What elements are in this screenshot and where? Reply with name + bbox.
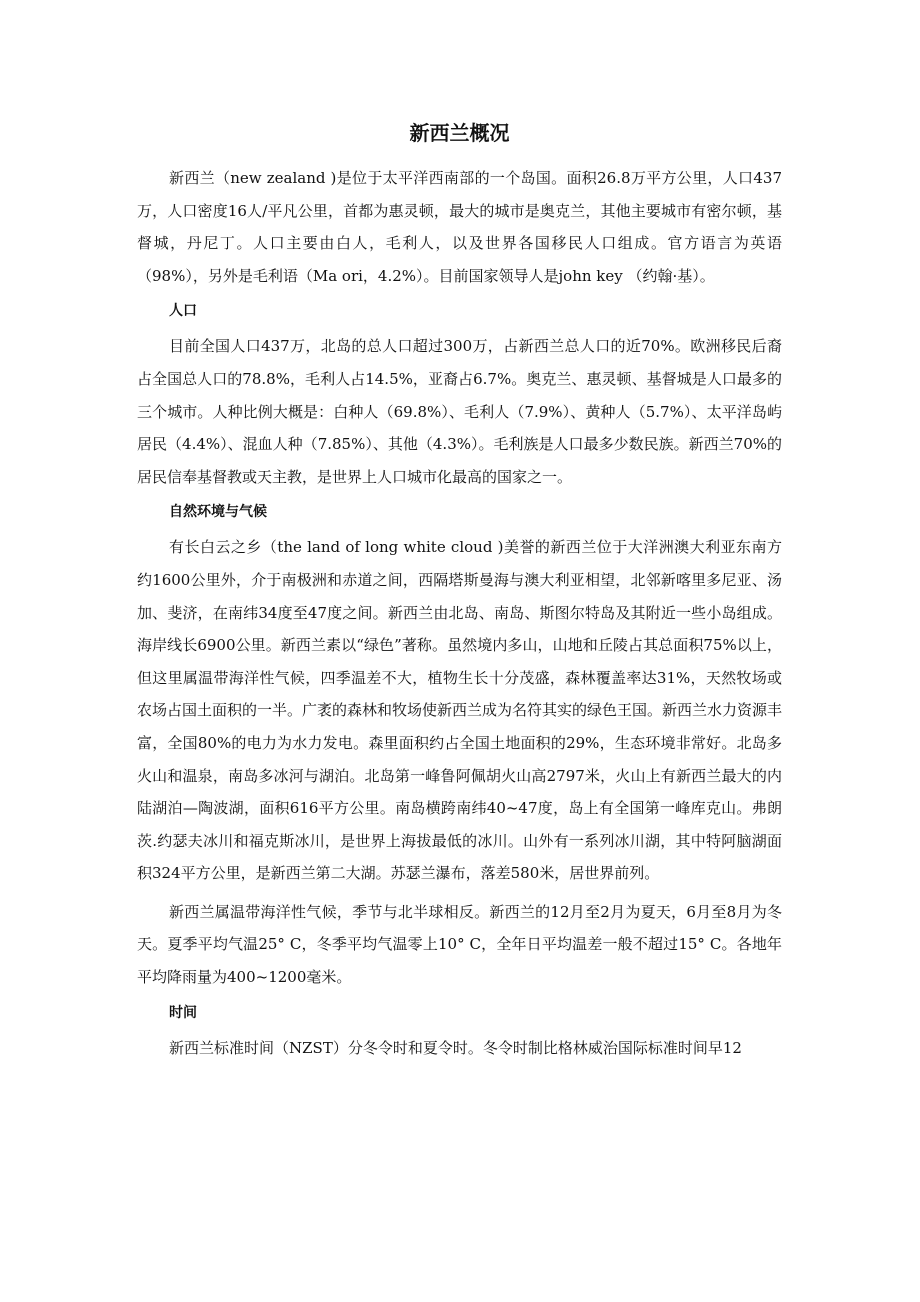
document-body: [137, 118, 782, 1064]
environment-paragraph: 有长白云之乡（the land of long white cloud )美誉的新西兰位于大洋洲澳大利亚东南方约1600公里外，介于南极洲和赤道之间，西隔塔斯曼海与澳大利亚相望，北邻新喀里多尼亚、汤加、斐济，在南纬34度至47度之间。新西兰由北岛、南岛、斯图尔特岛及其附近一些小岛组成。海岸线长6900公里。新西兰素以“绿色”著称。虽然境内多山，山地和丘陵占其总面积75%以上，但这里属温带海洋性气候，四季温差不大，植物生长十分茂盛，森林覆盖率达31%，天然牧场或农场占国土面积的一半。广袤的森林和牧场使新西兰成为名符其实的绿色王国。新西兰水力资源丰富，全国80%的电力为水力发电。森里面积约占全国土地面积的29%，生态环境非常好。北岛多火山和温泉，南岛多冰河与湖泊。北岛第一峰鲁阿佩胡火山高2797米，火山上有新西兰最大的内陆湖泊—陶波湖，面积616平方公里。南岛横跨南纬40~47度，岛上有全国第一峰库克山。弗朗茨.约瑟夫冰川和福克斯冰川，是世界上海拔最低的冰川。山外有一系列冰川湖，其中特阿脑湖面积324平方公里，是新西兰第二大湖。苏瑟兰瀑布，落差580米，居世界前列。: [137, 538, 783, 883]
intro-paragraph: 新西兰（new zealand )是位于太平洋西南部的一个岛国。面积26.8万平方公里，人口437万，人口密度16人/平凡公里，首都为惠灵顿，最大的城市是奥克兰，其他主要城市有密尔顿，基督城，丹尼丁。人口主要由白人，毛利人，以及世界各国移民人口组成。官方语言为英语（98%），另外是毛利语（Ma ori，4.2%）。目前国家领导人是john key （约翰·基）。: [137, 169, 782, 285]
climate-paragraph: 新西兰属温带海洋性气候，季节与北半球相反。新西兰的12月至2月为夏天，6月至8月为冬天。夏季平均气温25° C，冬季平均气温零上10° C，全年日平均温差一般不超过15° C。各地年平均降雨量为400~1200毫米。: [137, 902, 782, 987]
section-heading-population: 人口: [169, 303, 197, 320]
time-paragraph: 新西兰标准时间（NZST）分冬令时和夏令时。冬令时制比格林威治国际标准时间早12: [169, 1038, 742, 1057]
page-title: 新西兰概况: [409, 121, 510, 145]
population-paragraph: 目前全国人口437万，北岛的总人口超过300万，占新西兰总人口的近70%。欧洲移民后裔占全国总人口的78.8%，毛利人占14.5%，亚裔占6.7%。奥克兰、惠灵顿、基督城是人口最多的三个城市。人种比例大概是：白种人（69.8%）、毛利人（7.9%）、黄种人（5.7%）、太平洋岛屿居民（4.4%）、混血人种（7.85%）、其他（4.3%）。毛利族是人口最多少数民族。新西兰70%的居民信奉基督教或天主教，是世界上人口城市化最高的国家之一。: [137, 337, 782, 486]
section-heading-time: 时间: [169, 1004, 197, 1021]
section-heading-environment: 自然环境与气候: [169, 504, 267, 521]
